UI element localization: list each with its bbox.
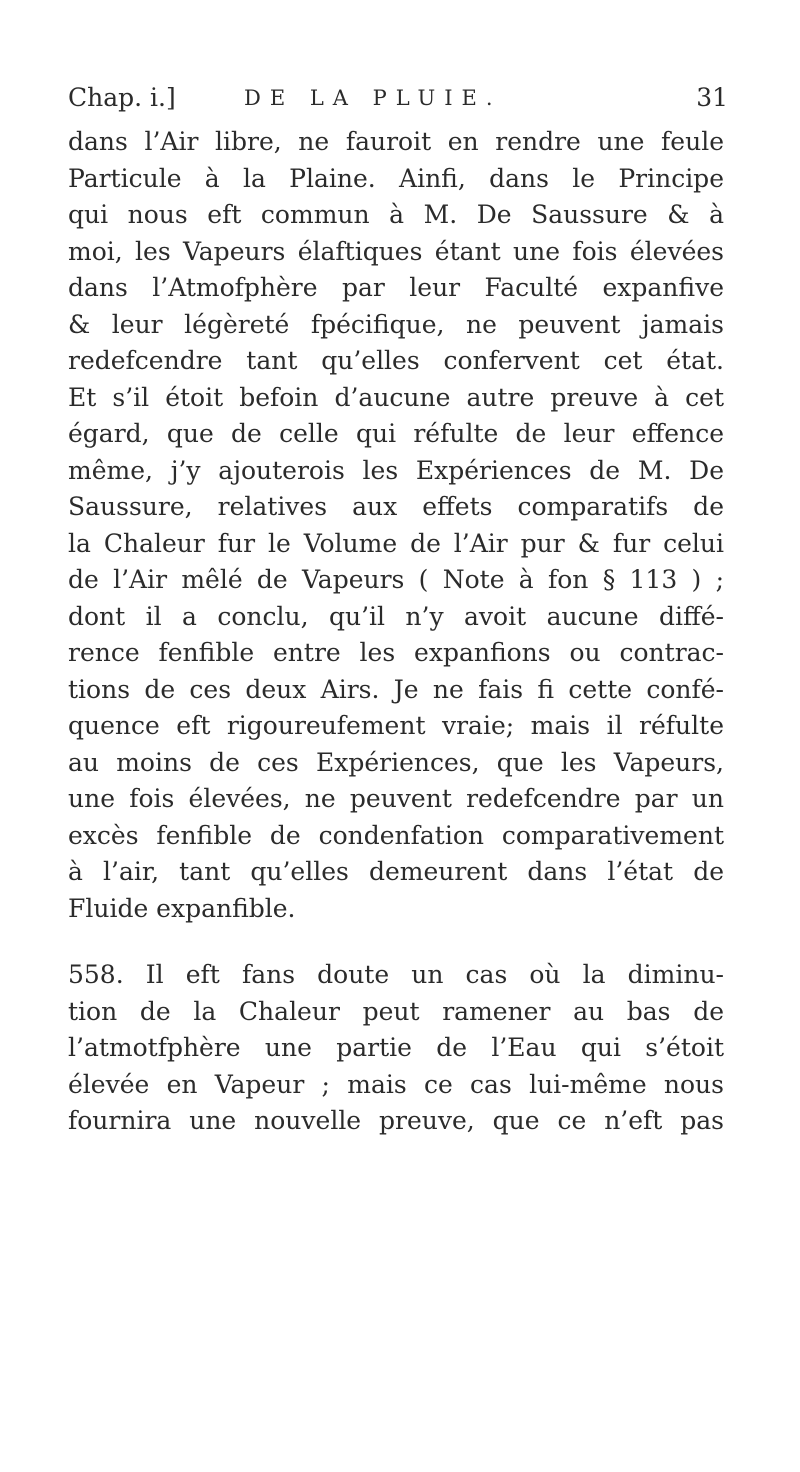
text-line: dans l’Air libre, ne fauroit en rendre une feule [68, 127, 724, 156]
text-line: à l’air, tant qu’elles demeurent dans l’état de [68, 857, 724, 886]
text-line: qui nous eft commun à M. De Saussure & à [68, 200, 724, 229]
text-line: quence eft rigoureufement vraie; mais il réfulte [68, 711, 724, 740]
text-line: Saussure, relatives aux effets comparatifs de [68, 492, 724, 521]
text-line: l’atmotfphère une partie de l’Eau qui s’étoit [68, 1033, 724, 1062]
body-text [68, 124, 724, 1140]
text-line: fournira une nouvelle preuve, que ce n’eft pas [68, 1106, 724, 1135]
text-line: & leur légèreté fpécifique, ne peuvent jamais [68, 309, 724, 339]
text-line: la Chaleur fur le Volume de l’Air pur & fur celui [68, 528, 724, 558]
text-line: au moins de ces Expériences, que les Vapeurs, [68, 747, 724, 777]
text-line: moi, les Vapeurs élaftiques étant une fois élevées [68, 236, 724, 266]
text-line: redefcendre tant qu’elles confervent cet état. [68, 346, 724, 375]
text-line: Et s’il étoit befoin d’aucune autre preuve à cet [68, 382, 724, 412]
text-line: excès fenfible de condenfation comparativement [68, 820, 724, 850]
page-number: 31 [696, 83, 728, 112]
text-line: élevée en Vapeur ; mais ce cas lui-même nous [68, 1069, 724, 1099]
text-line: rence fenfible entre les expanfions ou contrac- [68, 638, 724, 667]
text-line: Fluide expanfible. [68, 893, 296, 923]
running-title: DE LA PLUIE. [244, 86, 502, 110]
text-line: une fois élevées, ne peuvent redefcendre par un [68, 784, 724, 813]
text-line: même, j’y ajouterois les Expériences de M. De [68, 455, 724, 485]
text-line: de l’Air mêlé de Vapeurs ( Note à fon § 113 ) ; [68, 565, 724, 594]
text-line: dont il a conclu, qu’il n’y avoit aucune diffé- [68, 601, 724, 631]
text-line: dans l’Atmofphère par leur Faculté expanfive [68, 273, 724, 302]
page-header [68, 78, 728, 118]
text-line: tions de ces deux Airs. Je ne fais fi cette confé- [68, 674, 724, 704]
paragraph-gap [68, 927, 724, 957]
chapter-marker: Chap. i.] [68, 83, 176, 112]
text-line: égard, que de celle qui réfulte de leur effence [68, 419, 724, 448]
text-line: tion de la Chaleur peut ramener au bas de [68, 996, 724, 1026]
text-line: 558. Il eft fans doute un cas où la diminu- [68, 960, 724, 989]
text-line: Particule à la Plaine. Ainfi, dans le Principe [68, 163, 724, 193]
